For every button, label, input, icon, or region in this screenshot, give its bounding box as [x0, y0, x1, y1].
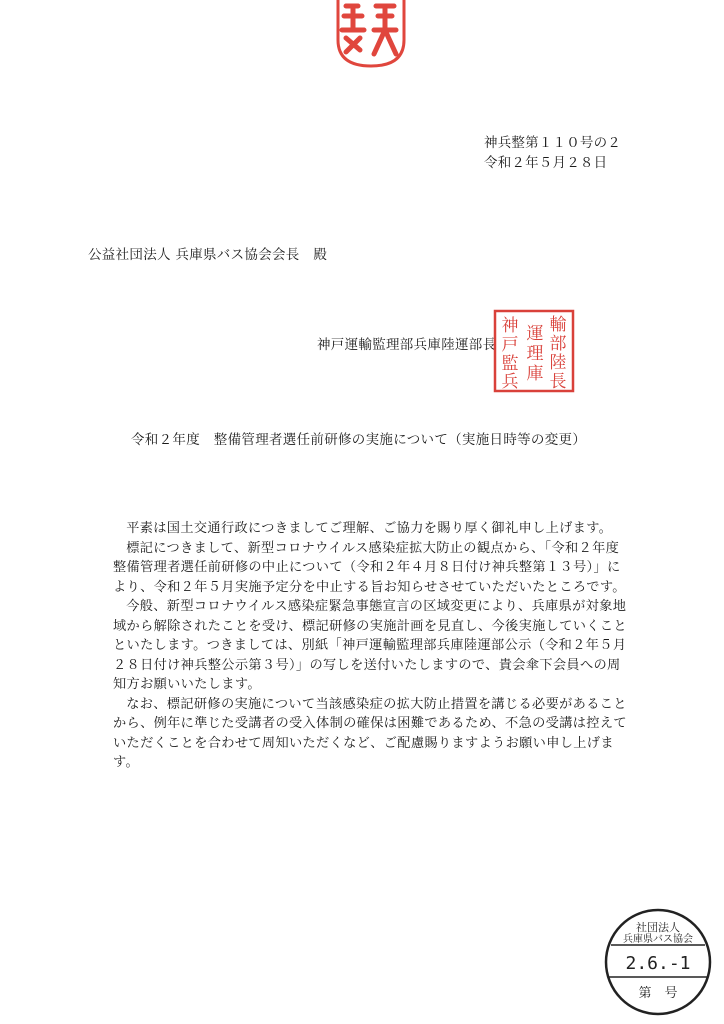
- seal-glyph: 長: [549, 372, 567, 392]
- addressee: 公益社団法人 兵庫県バス協会会長 殿: [88, 247, 328, 263]
- seal-glyph: 陸: [549, 353, 567, 373]
- official-seal: [493, 309, 575, 393]
- sender: 神戸運輸監理部兵庫陸運部長: [317, 337, 497, 353]
- seal-glyph: 兵: [501, 372, 519, 392]
- receipt-date: 2.6.-1: [625, 953, 691, 974]
- seal-glyph: 庫: [526, 364, 544, 384]
- receipt-number-label: 第 号: [638, 986, 678, 1001]
- body-paragraph: 平素は国土交通行政につきましてご理解、ご協力を賜り厚く御礼申し上げます。: [126, 521, 613, 536]
- seal-glyph: 理: [526, 344, 544, 364]
- body-paragraph: 標記につきまして、新型コロナウイルス感染症拡大防止の観点から、「令和２年度整備管理者選任前研修の中止について（令和２年４月８日付け神兵整第１３号）」により、令和２年５月実施予定分を中止する旨お知らせさせていただいたところです。: [113, 540, 626, 595]
- body-paragraph: なお、標記研修の実施について当該感染症の拡大防止措置を講じる必要があることから、例年に準じた受講者の受入体制の確保は困難であるため、不急の受講は控えていただくことを合わせて周知いただくなど、ご配慮賜りますようお願い申し上げます。: [113, 696, 627, 770]
- document-number: 神兵整第１１０号の２: [484, 135, 621, 151]
- document-date: 令和２年５月２８日: [484, 155, 608, 171]
- body-paragraph: 今般、新型コロナウイルス感染症緊急事態宣言の区域変更により、兵庫県が対象地域から解除されたことを受け、標記研修の実施計画を見直し、今後実施していくことといたします。つきましては、別紙「神戸運輸監理部兵庫陸運部公示（令和２年５月２８日付け神兵整公示第３号）」の写しを送付いたしますので、貴会傘下会員への周知方お願いいたします。: [113, 599, 627, 692]
- receipt-org-line: 兵庫県バス協会: [623, 934, 693, 945]
- receipt-stamp: [603, 907, 713, 1017]
- seal-glyph: 神: [501, 316, 519, 336]
- seal-glyph: 監: [501, 354, 519, 374]
- seal-glyph: 戸: [501, 335, 519, 355]
- document-reference: [484, 133, 621, 173]
- receipt-org-line: 社団法人: [636, 921, 680, 934]
- partial-red-stamp: [334, 0, 408, 70]
- seal-glyph: 部: [549, 334, 567, 354]
- body-text: [113, 519, 629, 773]
- seal-glyph: 輸: [549, 315, 567, 335]
- subject-line: 令和２年度 整備管理者選任前研修の実施について（実施日時等の変更）: [131, 432, 587, 448]
- seal-glyph: 運: [526, 324, 544, 344]
